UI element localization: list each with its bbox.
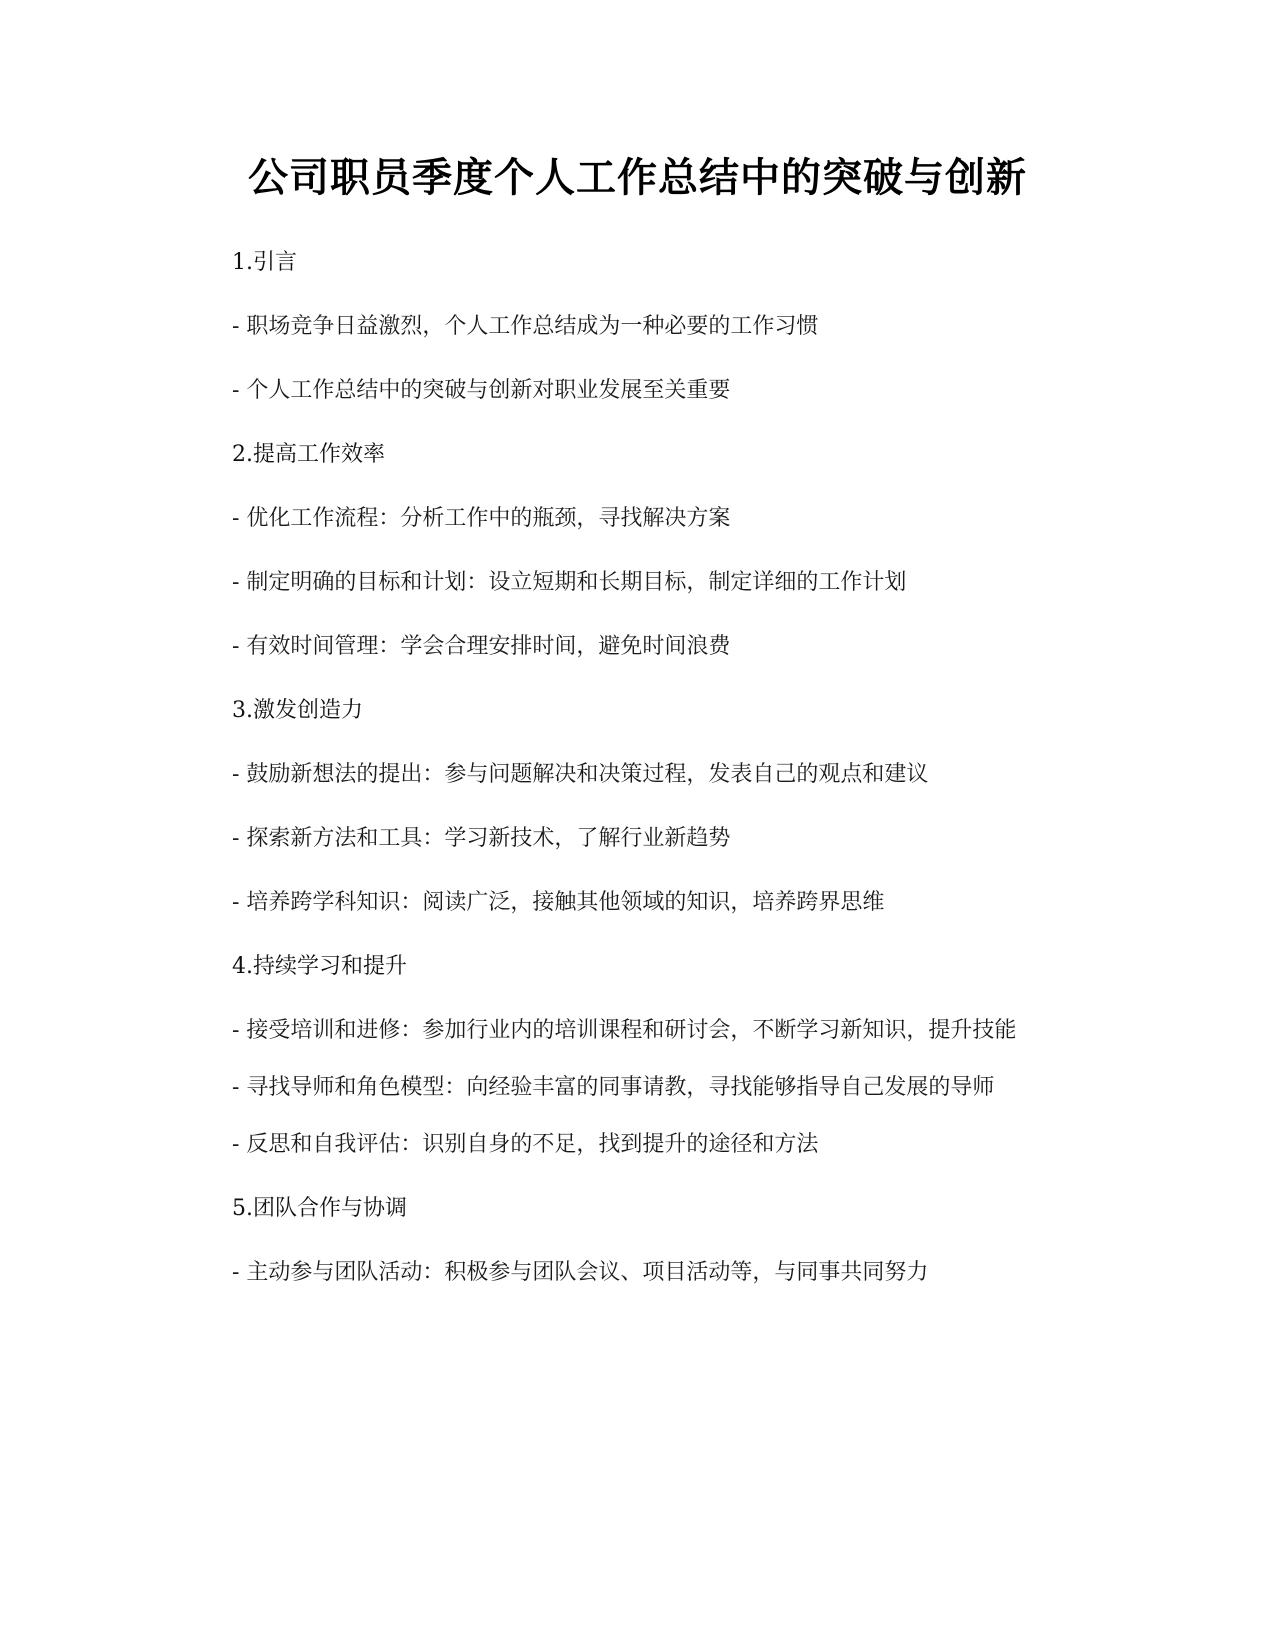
- section-heading-learning: 4.持续学习和提升: [232, 954, 407, 979]
- section-heading-introduction: 1.引言: [232, 250, 297, 275]
- list-item: - 主动参与团队活动：积极参与团队会议、项目活动等，与同事共同努力: [232, 1260, 929, 1285]
- document-body: [188, 244, 1073, 1318]
- list-item: - 鼓励新想法的提出：参与问题解决和决策过程，发表自己的观点和建议: [232, 762, 929, 787]
- section-heading-creativity: 3.激发创造力: [232, 698, 363, 723]
- section-heading-efficiency: 2.提高工作效率: [232, 442, 385, 467]
- list-item: - 反思和自我评估：识别自身的不足，找到提升的途径和方法: [232, 1132, 819, 1157]
- section-heading-teamwork: 5.团队合作与协调: [232, 1196, 407, 1221]
- list-item: - 个人工作总结中的突破与创新对职业发展至关重要: [232, 378, 731, 403]
- list-item: - 寻找导师和角色模型：向经验丰富的同事请教，寻找能够指导自己发展的导师: [232, 1075, 995, 1100]
- list-item: - 制定明确的目标和计划：设立短期和长期目标，制定详细的工作计划: [232, 570, 907, 595]
- list-item: - 培养跨学科知识：阅读广泛，接触其他领域的知识，培养跨界思维: [232, 890, 885, 915]
- list-item: - 接受培训和进修：参加行业内的培训课程和研讨会，不断学习新知识，提升技能: [232, 1018, 1017, 1043]
- list-item: - 职场竞争日益激烈，个人工作总结成为一种必要的工作习惯: [232, 314, 819, 339]
- list-item: - 优化工作流程：分析工作中的瓶颈，寻找解决方案: [232, 506, 731, 531]
- list-item: - 有效时间管理：学会合理安排时间，避免时间浪费: [232, 634, 731, 659]
- list-item: - 探索新方法和工具：学习新技术，了解行业新趋势: [232, 826, 731, 851]
- document-title: 公司职员季度个人工作总结中的突破与创新: [248, 155, 1027, 201]
